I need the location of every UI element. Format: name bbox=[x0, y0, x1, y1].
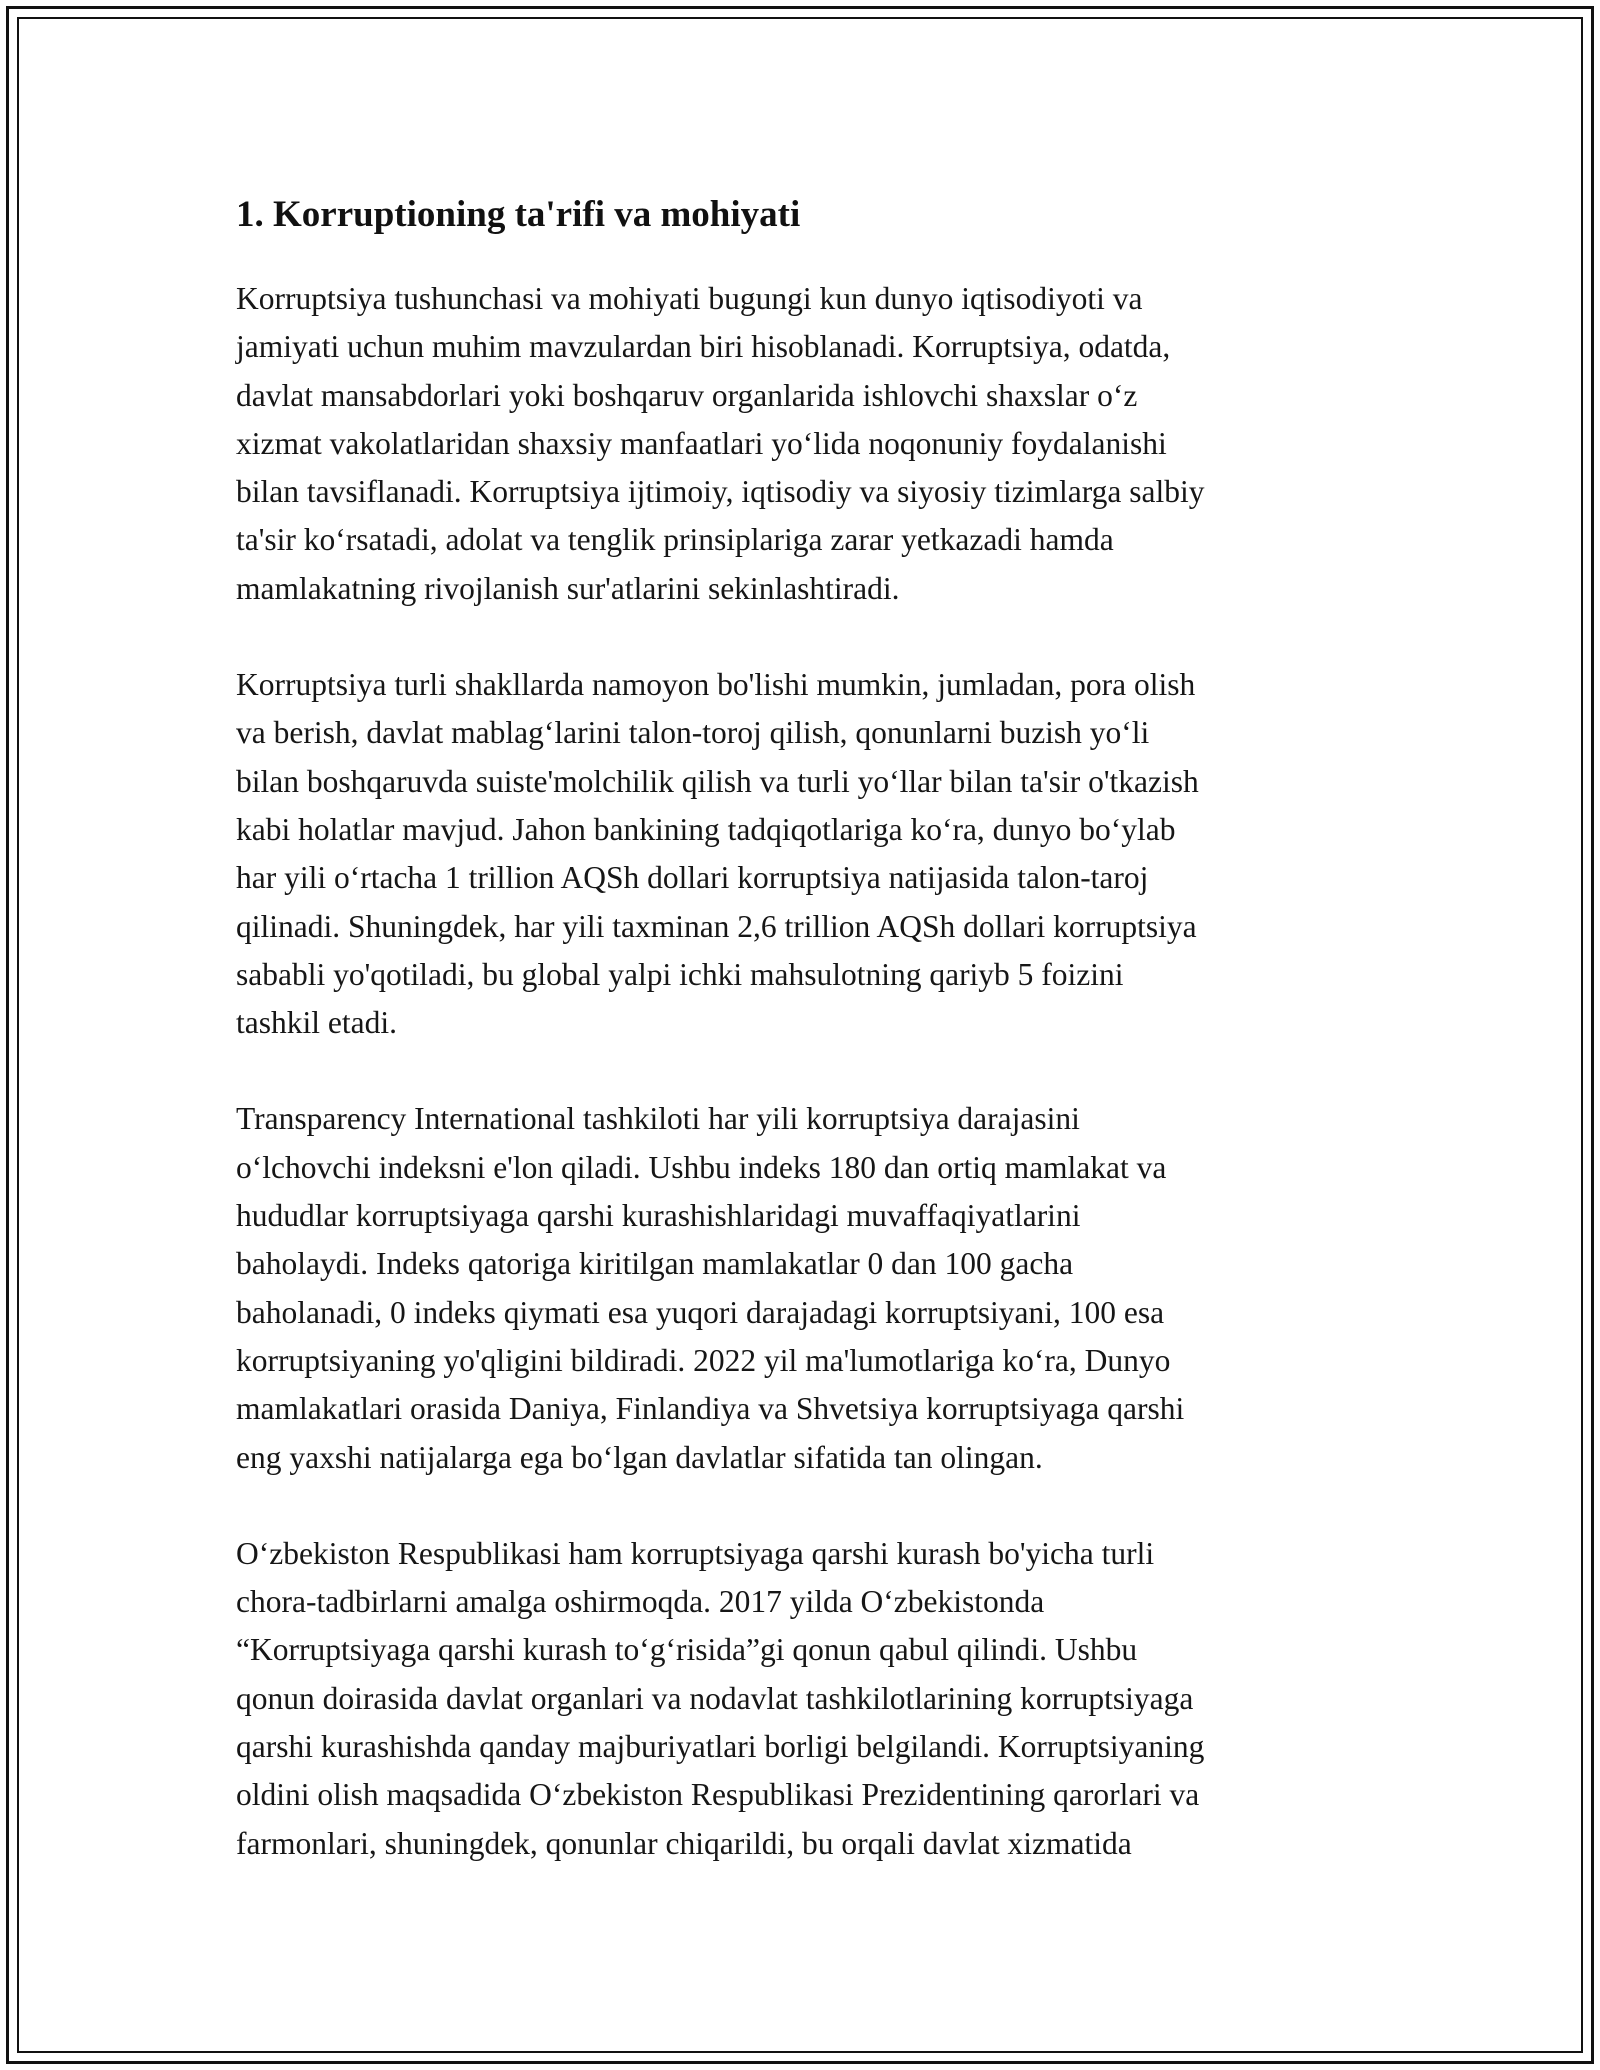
text-line: hududlar korruptsiyaga qarshi kurashishlaridagi muvaffaqiyatlarini bbox=[236, 1198, 1081, 1234]
text-line: oldini olish maqsadida O‘zbekiston Respublikasi Prezidentining qarorlari va bbox=[236, 1777, 1200, 1813]
text-line: bilan tavsiflanadi. Korruptsiya ijtimoiy, iqtisodiy va siyosiy tizimlarga salbiy bbox=[236, 474, 1205, 510]
text-line: ta'sir ko‘rsatadi, adolat va tenglik prinsiplariga zarar yetkazadi hamda bbox=[236, 522, 1114, 558]
text-line: bilan boshqaruvda suiste'molchilik qilish va turli yo‘llar bilan ta'sir o'tkazish bbox=[236, 763, 1199, 799]
text-line: tashkil etadi. bbox=[236, 1005, 397, 1041]
paragraph-4 bbox=[236, 1530, 1376, 1868]
text-line: “Korruptsiyaga qarshi kurash to‘g‘risida”gi qonun qabul qilindi. Ushbu bbox=[236, 1632, 1138, 1668]
text-line: o‘lchovchi indeksni e'lon qiladi. Ushbu indeks 180 dan ortiq mamlakat va bbox=[236, 1149, 1167, 1185]
text-line: qonun doirasida davlat organlari va nodavlat tashkilotlarining korruptsiyaga bbox=[236, 1680, 1194, 1716]
text-line: sababli yo'qotiladi, bu global yalpi ichki mahsulotning qariyb 5 foizini bbox=[236, 956, 1124, 992]
paragraph-3 bbox=[236, 1095, 1376, 1481]
text-line: mamlakatlari orasida Daniya, Finlandiya va Shvetsiya korruptsiyaga qarshi bbox=[236, 1391, 1185, 1427]
text-line: har yili o‘rtacha 1 trillion AQSh dollari korruptsiya natijasida talon-taroj bbox=[236, 860, 1149, 896]
text-line: Korruptsiya tushunchasi va mohiyati bugungi kun dunyo iqtisodiyoti va bbox=[236, 281, 1143, 316]
text-line: kabi holatlar mavjud. Jahon bankining tadqiqotlariga ko‘ra, dunyo bo‘ylab bbox=[236, 811, 1176, 847]
text-line: va berish, davlat mablag‘larini talon-toroj qilish, qonunlarni buzish yo‘li bbox=[236, 715, 1150, 751]
text-line: Transparency International tashkiloti har yili korruptsiya darajasini bbox=[236, 1101, 1080, 1137]
text-line: qarshi kurashishda qanday majburiyatlari borligi belgilandi. Korruptsiyaning bbox=[236, 1729, 1205, 1765]
text-line: xizmat vakolatlaridan shaxsiy manfaatlari yo‘lida noqonuniy foydalanishi bbox=[236, 425, 1167, 461]
text-line: farmonlari, shuningdek, qonunlar chiqarildi, bu orqali davlat xizmatida bbox=[236, 1825, 1132, 1861]
text-line: Korruptsiya turli shakllarda namoyon bo'lishi mumkin, jumladan, pora olish bbox=[236, 667, 1196, 703]
text-line: mamlakatning rivojlanish sur'atlarini sekinlashtiradi. bbox=[236, 570, 900, 606]
section-heading: 1. Korruptioning ta'rifi va mohiyati bbox=[236, 194, 801, 235]
text-line: baholaydi. Indeks qatoriga kiritilgan mamlakatlar 0 dan 100 gacha bbox=[236, 1246, 1074, 1282]
text-line: eng yaxshi natijalarga ega bo‘lgan davlatlar sifatida tan olingan. bbox=[236, 1439, 1043, 1475]
text-line: chora-tadbirlarni amalga oshirmoqda. 2017 yilda O‘zbekistonda bbox=[236, 1584, 1045, 1620]
paragraph-2 bbox=[236, 661, 1376, 1047]
text-line: jamiyati uchun muhim mavzulardan biri hisoblanadi. Korruptsiya, odatda, bbox=[236, 329, 1171, 365]
text-line: O‘zbekiston Respublikasi ham korruptsiyaga qarshi kurash bo'yicha turli bbox=[236, 1535, 1155, 1571]
text-line: qilinadi. Shuningdek, har yili taxminan 2,6 trillion AQSh dollari korruptsiya bbox=[236, 908, 1197, 944]
text-line: korruptsiyaning yo'qligini bildiradi. 2022 yil ma'lumotlariga ko‘ra, Dunyo bbox=[236, 1342, 1171, 1378]
text-line: baholanadi, 0 indeks qiymati esa yuqori darajadagi korruptsiyani, 100 esa bbox=[236, 1294, 1165, 1330]
document-body bbox=[236, 185, 1376, 1916]
paragraph-1 bbox=[236, 275, 1376, 613]
text-line: davlat mansabdorlari yoki boshqaruv organlarida ishlovchi shaxslar o‘z bbox=[236, 377, 1138, 413]
